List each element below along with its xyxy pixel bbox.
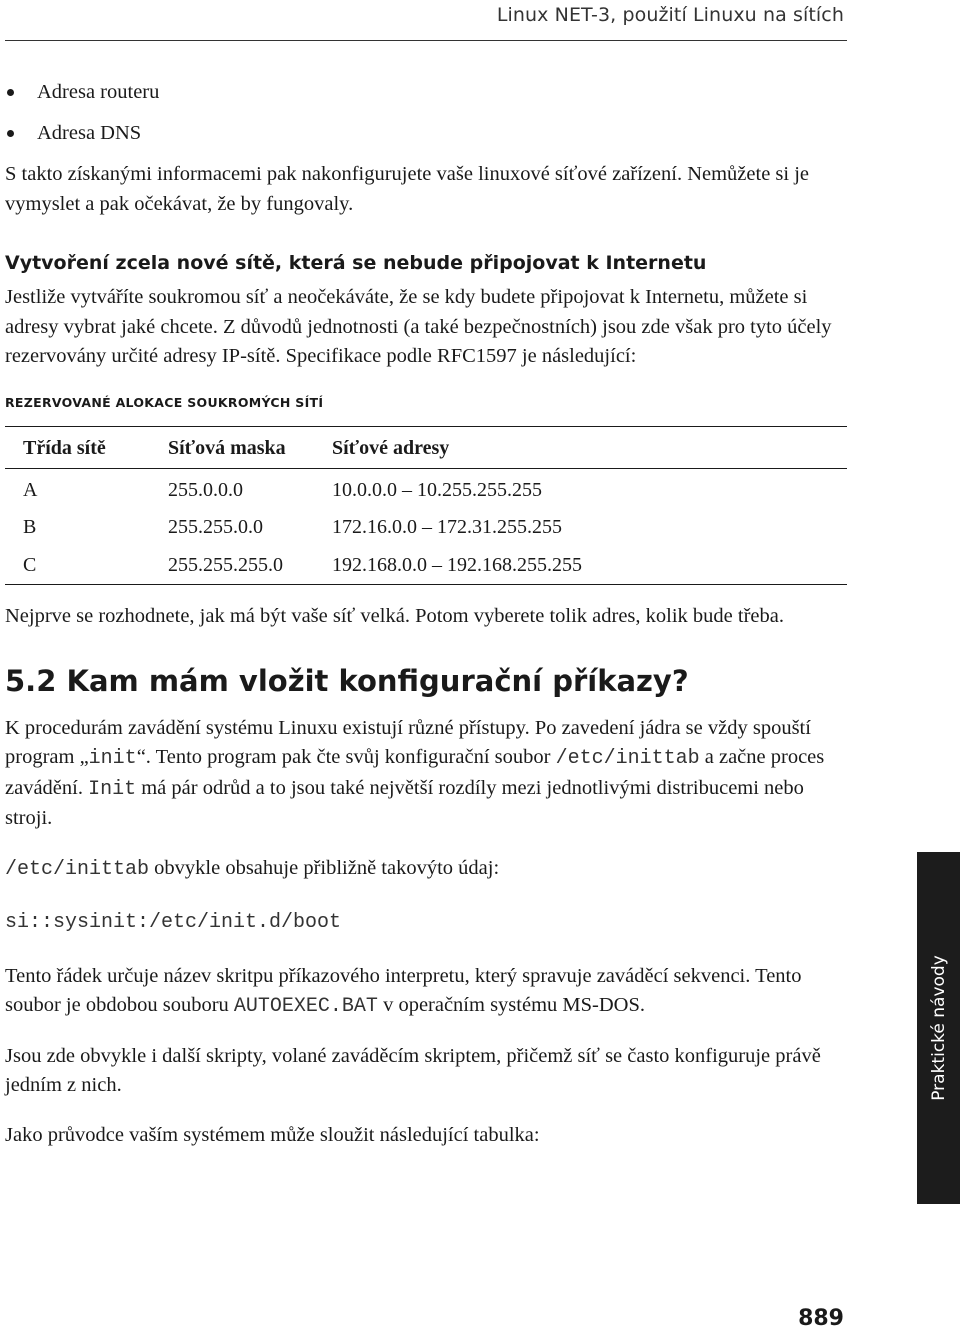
- side-chapter-tab: [917, 852, 960, 1204]
- table-cell: 255.0.0.0: [168, 478, 243, 501]
- bullet-icon: [7, 89, 14, 96]
- table-caption: REZERVOVANÉ ALOKACE SOUKROMÝCH SÍTÍ: [5, 394, 324, 410]
- table-row: [5, 509, 847, 547]
- running-header: Linux NET-3, použití Linuxu na sítích: [496, 4, 844, 26]
- column-header-mask: Síťová maska: [167, 426, 331, 468]
- list-item: Adresa DNS: [5, 119, 847, 147]
- private-network-paragraph: Jestliže vytváříte soukromou síť a neočekáváte, že se kdy budete připojovat k Internetu, můžete si adresy vybrat jaké chcete. Z důvodů jednotnosti (a také bezpečnostních) jsou zde však pro tyto účely rezervovány určité adresy IP-sítě. Specifikace podle RFC1597 je následující:: [5, 286, 832, 367]
- boot-script-paragraph: Tento řádek určuje název skritpu příkazového interpretu, který spravuje zaváděcí sekvenci. Tento soubor je obdobou souboru AUTOEXEC.BAT v operačním systému MS-DOS.: [5, 964, 802, 1018]
- other-scripts-paragraph: Jsou zde obvykle i další skripty, volané zaváděcím skriptem, přičemž síť se často konfiguruje právě jedním z nich.: [5, 1044, 821, 1096]
- table-header-row: [5, 426, 847, 468]
- inittab-paragraph: /etc/inittab obvykle obsahuje přibližně takovýto údaj:: [5, 856, 500, 881]
- bullet-list: [5, 78, 847, 147]
- page-content: [5, 78, 847, 1150]
- page-number: 889: [798, 1306, 844, 1331]
- private-networks-table: [5, 426, 847, 586]
- column-header-class: Třída sítě: [5, 426, 167, 468]
- column-header-addresses: Síťové adresy: [331, 426, 847, 468]
- table-cell: 10.0.0.0 – 10.255.255.255: [332, 478, 542, 501]
- guide-paragraph: Jako průvodce vaším systémem může sloužit následující tabulka:: [5, 1123, 540, 1146]
- code-inline: AUTOEXEC.BAT: [233, 995, 378, 1018]
- table-row: [5, 547, 847, 585]
- table-cell: A: [23, 478, 38, 501]
- code-inline: init: [88, 747, 137, 770]
- code-inline: Init: [88, 777, 137, 801]
- code-inline: /etc/inittab: [5, 857, 150, 881]
- table-cell: 255.255.255.0: [168, 553, 283, 576]
- bullet-icon: [7, 130, 14, 137]
- code-inline: /etc/inittab: [555, 747, 700, 770]
- code-line: si::sysinit:/etc/init.d/boot: [5, 911, 342, 934]
- section-heading-config: 5.2 Kam mám vložit konfigurační příkazy?: [5, 663, 689, 698]
- table-row: [5, 468, 847, 509]
- table-cell: B: [23, 516, 37, 538]
- table-cell: 255.255.0.0: [168, 516, 263, 538]
- intro-paragraph: S takto získanými informacemi pak nakonfigurujete vaše linuxové síťové zařízení. Nemůžete si je vymyslet a pak očekávat, že by fungovaly.: [5, 163, 810, 215]
- list-item: Adresa routeru: [5, 78, 847, 106]
- section-heading-private-network: Vytvoření zcela nové sítě, která se nebude připojovat k Internetu: [5, 252, 707, 274]
- table-cell: 192.168.0.0 – 192.168.255.255: [332, 553, 582, 576]
- boot-procedures-paragraph: K procedurám zavádění systému Linuxu existují různé přístupy. Po zavedení jádra se vždy spouští program „init“. Tento program pak čte svůj konfigurační soubor /etc/inittab a začne proces zavádění. Init má pár odrůd a to jsou také největší rozdíly mezi jednotlivými distribucemi nebo stroji.: [5, 716, 825, 829]
- header-rule: [5, 40, 847, 41]
- network-size-paragraph: Nejprve se rozhodnete, jak má být vaše síť velká. Potom vyberete tolik adres, kolik bude třeba.: [5, 605, 784, 627]
- side-tab-label: Praktické návody: [928, 955, 949, 1101]
- table-cell: C: [23, 553, 37, 576]
- table-cell: 172.16.0.0 – 172.31.255.255: [332, 516, 562, 538]
